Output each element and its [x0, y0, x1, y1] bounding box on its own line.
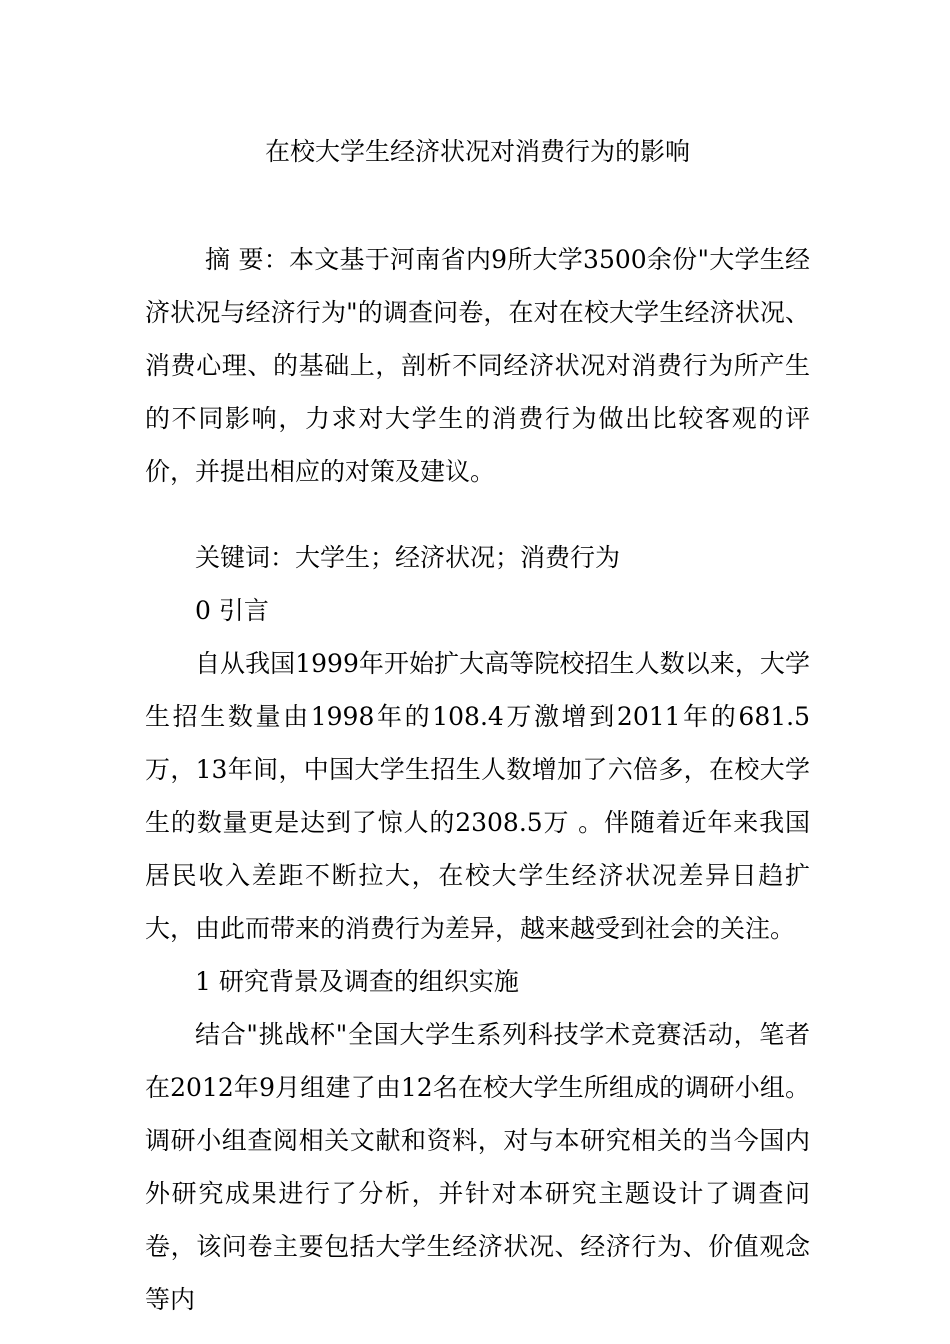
- document-page: [145, 0, 810, 1326]
- keywords-line: 关键词：大学生；经济状况；消费行为: [195, 543, 621, 572]
- document-title: 在校大学生经济状况对消费行为的影响: [264, 137, 690, 166]
- section-heading-introduction: 0 引言: [195, 596, 269, 625]
- introduction-paragraph: 自从我国1999年开始扩大高等院校招生人数以来，大学生招生数量由1998年的108.4万激增到2011年的681.5万，13年间，中国大学生招生人数增加了六倍多，在校大学生的数量更是达到了惊人的2308.5万 。伴随着近年来我国居民收入差距不断拉大，在校大学生经济状况差异日趋扩大，由此而带来的消费行为差异，越来越受到社会的关注。: [145, 649, 810, 943]
- abstract-paragraph: 摘 要：本文基于河南省内9所大学3500余份"大学生经济状况与经济行为"的调查问卷，在对在校大学生经济状况、消费心理、的基础上，剖析不同经济状况对消费行为所产生的不同影响，力求对大学生的消费行为做出比较客观的评价，并提出相应的对策及建议。: [145, 245, 810, 486]
- section-heading-background: 1 研究背景及调查的组织实施: [195, 967, 519, 996]
- background-paragraph: 结合"挑战杯"全国大学生系列科技学术竞赛活动，笔者在2012年9月组建了由12名在校大学生所组成的调研小组。调研小组查阅相关文献和资料，对与本研究相关的当今国内外研究成果进行了分析，并针对本研究主题设计了调查问卷，该问卷主要包括大学生经济状况、经济行为、价值观念等内: [145, 1020, 810, 1314]
